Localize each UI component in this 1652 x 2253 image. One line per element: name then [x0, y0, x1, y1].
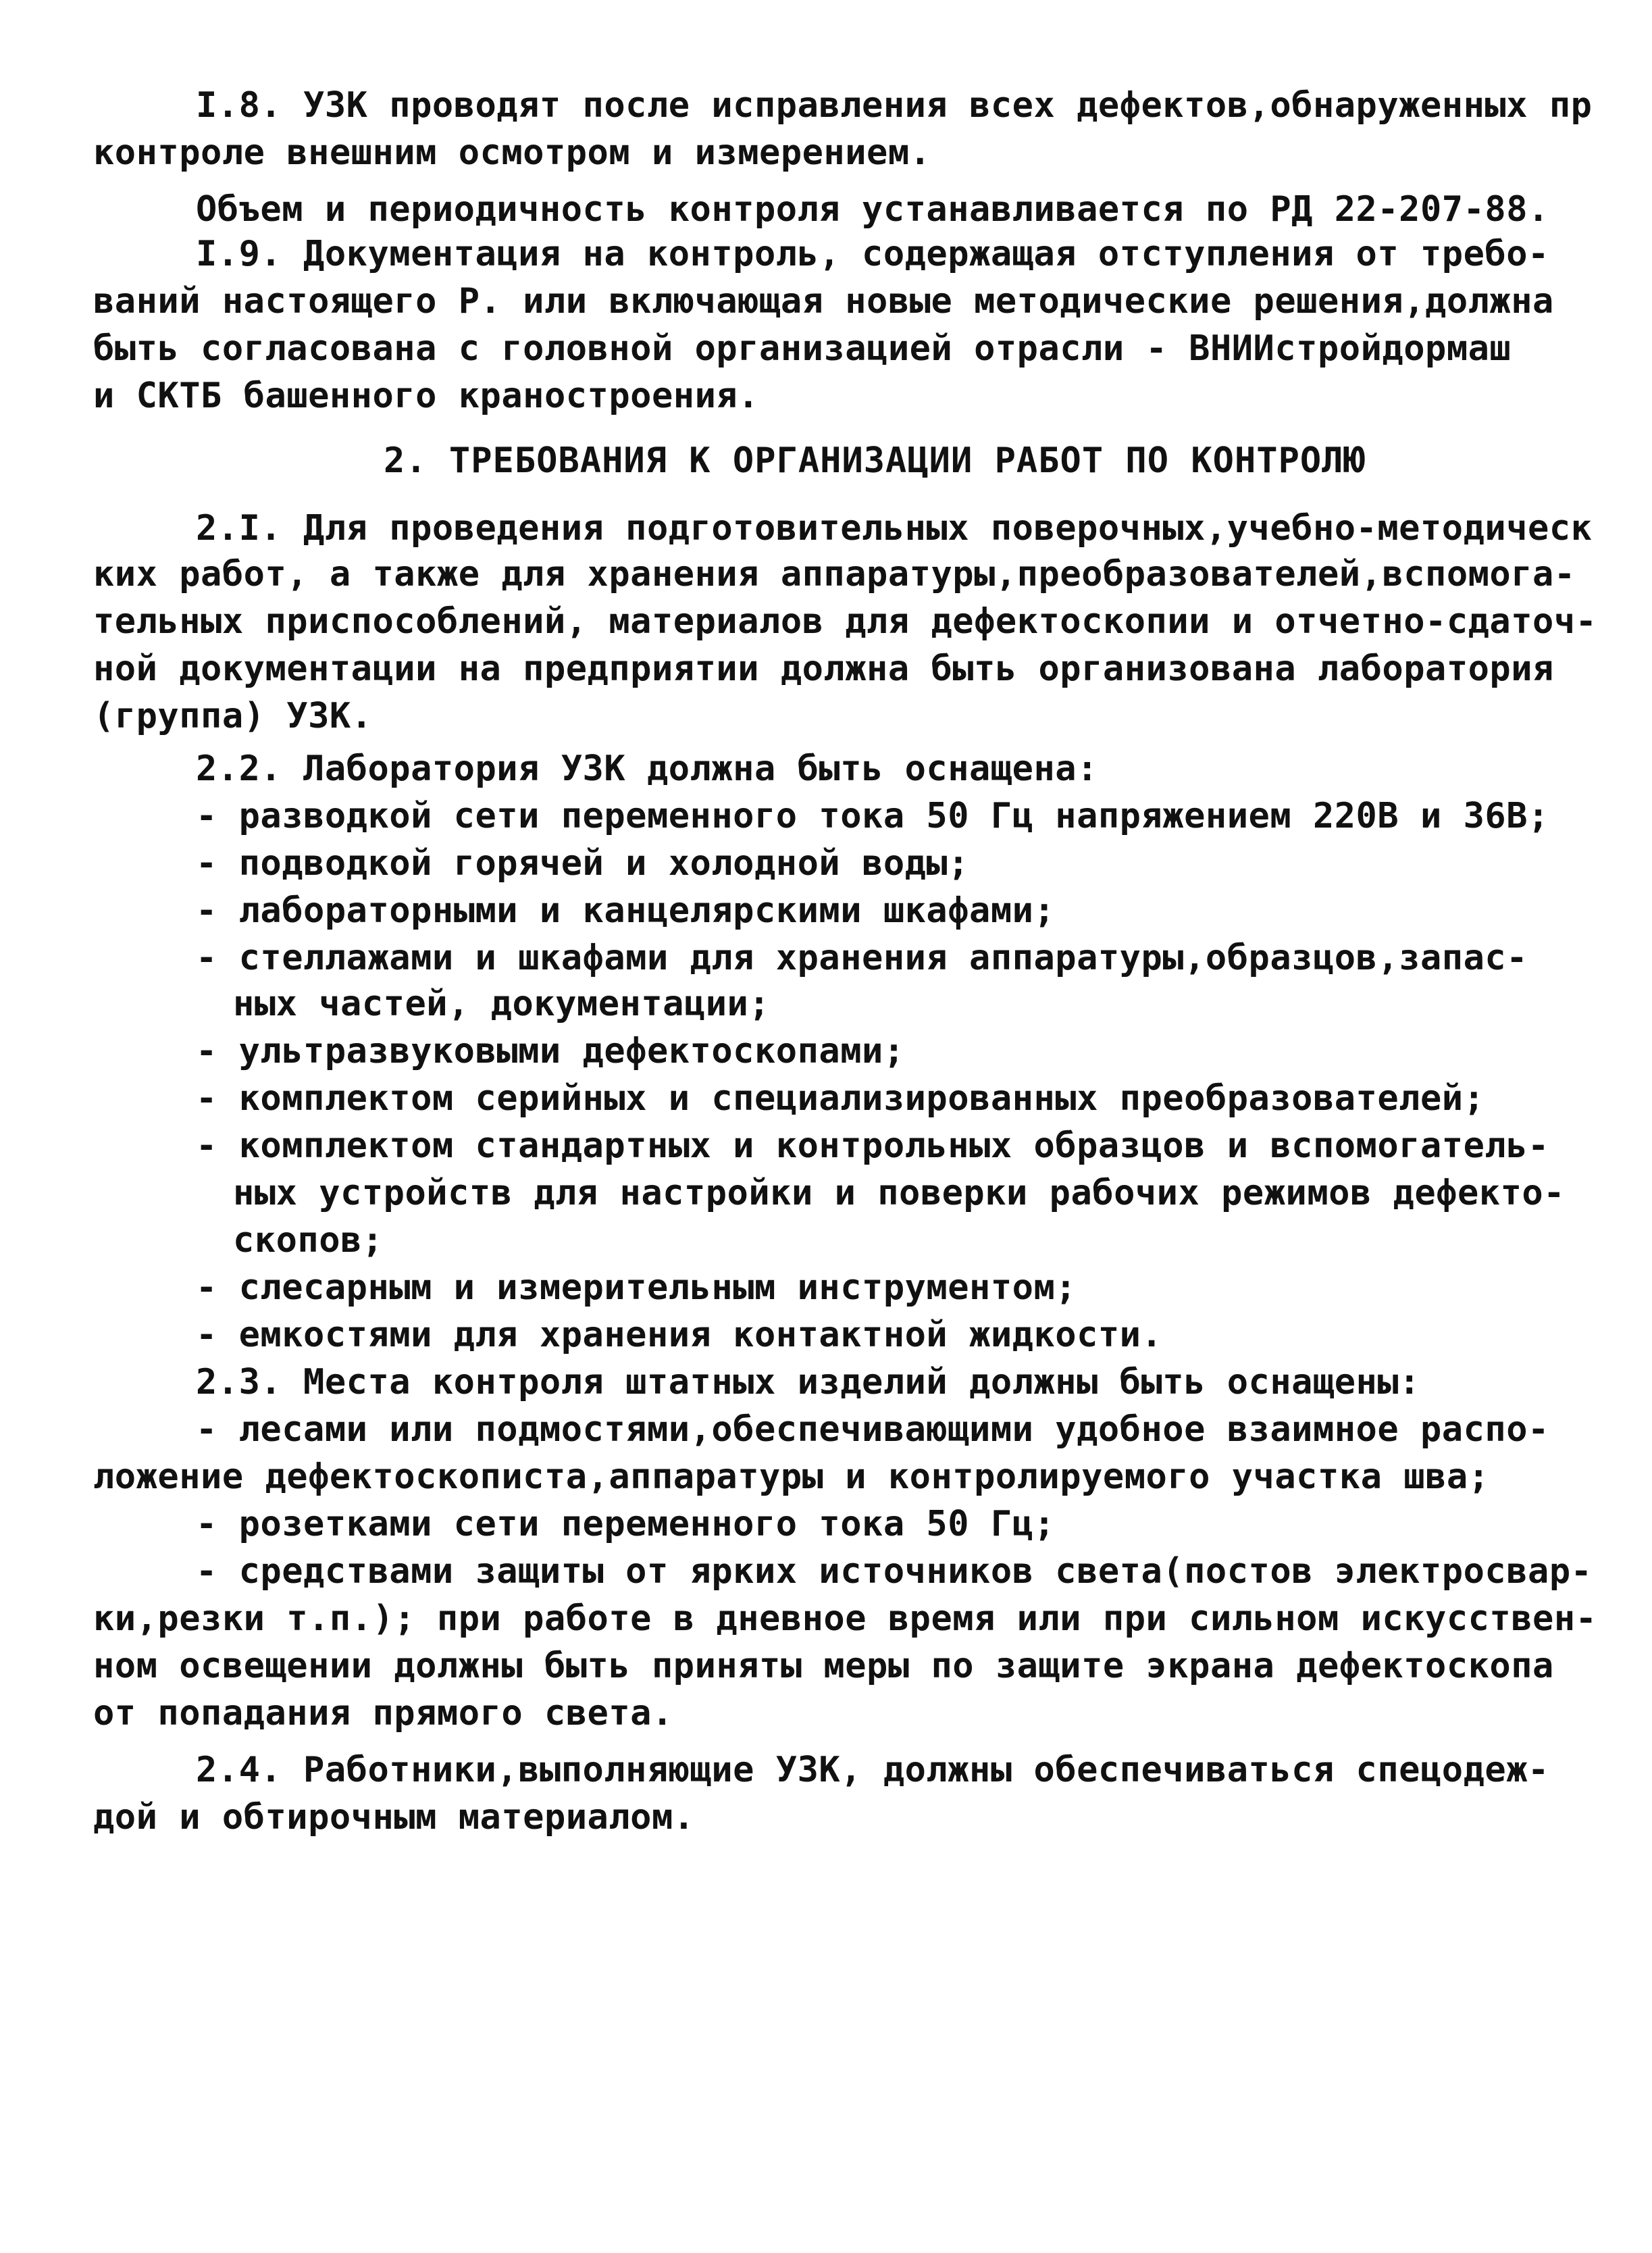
- list-item: - ультразвуковыми дефектоскопами;: [196, 1031, 905, 1071]
- section-heading: 2. ТРЕБОВАНИЯ К ОРГАНИЗАЦИИ РАБОТ ПО КОНТРОЛЮ: [384, 440, 1366, 481]
- list-item-continuation: скопов;: [233, 1220, 384, 1261]
- text-line: от попадания прямого света.: [93, 1693, 673, 1733]
- text-line: дой и обтирочным материалом.: [93, 1797, 695, 1838]
- list-item: - лесами или подмостями,обеспечивающими удобное взаимное распо-: [196, 1409, 1549, 1450]
- list-item: - разводкой сети переменного тока 50 Гц напряжением 220В и 36В;: [196, 796, 1549, 836]
- list-item: - комплектом серийных и специализированных преобразователей;: [196, 1078, 1485, 1119]
- text-line: быть согласована с головной организацией отрасли - ВНИИстройдормаш: [93, 328, 1512, 369]
- text-line: ваний настоящего Р. или включающая новые методические решения,должна: [93, 281, 1554, 322]
- text-line: ких работ, а также для хранения аппаратуры,преобразователей,вспомога-: [93, 554, 1576, 594]
- text-line: ки,резки т.п.); при работе в дневное время или при сильном искусствен-: [93, 1598, 1597, 1639]
- text-line: ной документации на предприятии должна быть организована лаборатория: [93, 649, 1554, 689]
- text-line: 2.2. Лаборатория УЗК должна быть оснащена:: [196, 749, 1098, 789]
- list-item-continuation: ных частей, документации;: [233, 984, 771, 1024]
- text-line: ложение дефектоскописта,аппаратуры и контролируемого участка шва;: [93, 1457, 1490, 1497]
- list-item-continuation: ных устройств для настройки и поверки рабочих режимов дефекто-: [233, 1173, 1566, 1213]
- text-line: и СКТБ башенного краностроения.: [93, 376, 760, 416]
- text-line: контроле внешним осмотром и измерением.: [93, 132, 931, 173]
- text-line: тельных приспособлений, материалов для дефектоскопии и отчетно-сдаточ-: [93, 601, 1597, 642]
- list-item: - комплектом стандартных и контрольных образцов и вспомогатель-: [196, 1125, 1549, 1166]
- text-line: 2.4. Работники,выполняющие УЗК, должны обеспечиваться спецодеж-: [196, 1750, 1549, 1790]
- text-line: I.9. Документация на контроль, содержащая отступления от требо-: [196, 234, 1549, 274]
- list-item: - емкостями для хранения контактной жидкости.: [196, 1315, 1163, 1355]
- text-line: 2.3. Места контроля штатных изделий должны быть оснащены:: [196, 1362, 1420, 1402]
- list-item: - средствами защиты от ярких источников света(постов электросвар-: [196, 1551, 1593, 1592]
- text-line: 2.I. Для проведения подготовительных поверочных,учебно-методическ: [196, 508, 1593, 549]
- list-item: - розетками сети переменного тока 50 Гц;: [196, 1504, 1056, 1544]
- list-item: - подводкой горячей и холодной воды;: [196, 843, 970, 884]
- text-line: ном освещении должны быть приняты меры по защите экрана дефектоскопа: [93, 1646, 1554, 1686]
- list-item: - лабораторными и канцелярскими шкафами;: [196, 890, 1056, 931]
- text-line: Объем и периодичность контроля устанавливается по РД 22-207-88.: [196, 189, 1549, 230]
- list-item: - слесарным и измерительным инструментом;: [196, 1267, 1077, 1308]
- list-item: - стеллажами и шкафами для хранения аппаратуры,образцов,запас-: [196, 938, 1528, 978]
- text-line: (группа) УЗК.: [93, 696, 373, 736]
- text-line: I.8. УЗК проводят после исправления всех дефектов,обнаруженных пр: [196, 85, 1593, 126]
